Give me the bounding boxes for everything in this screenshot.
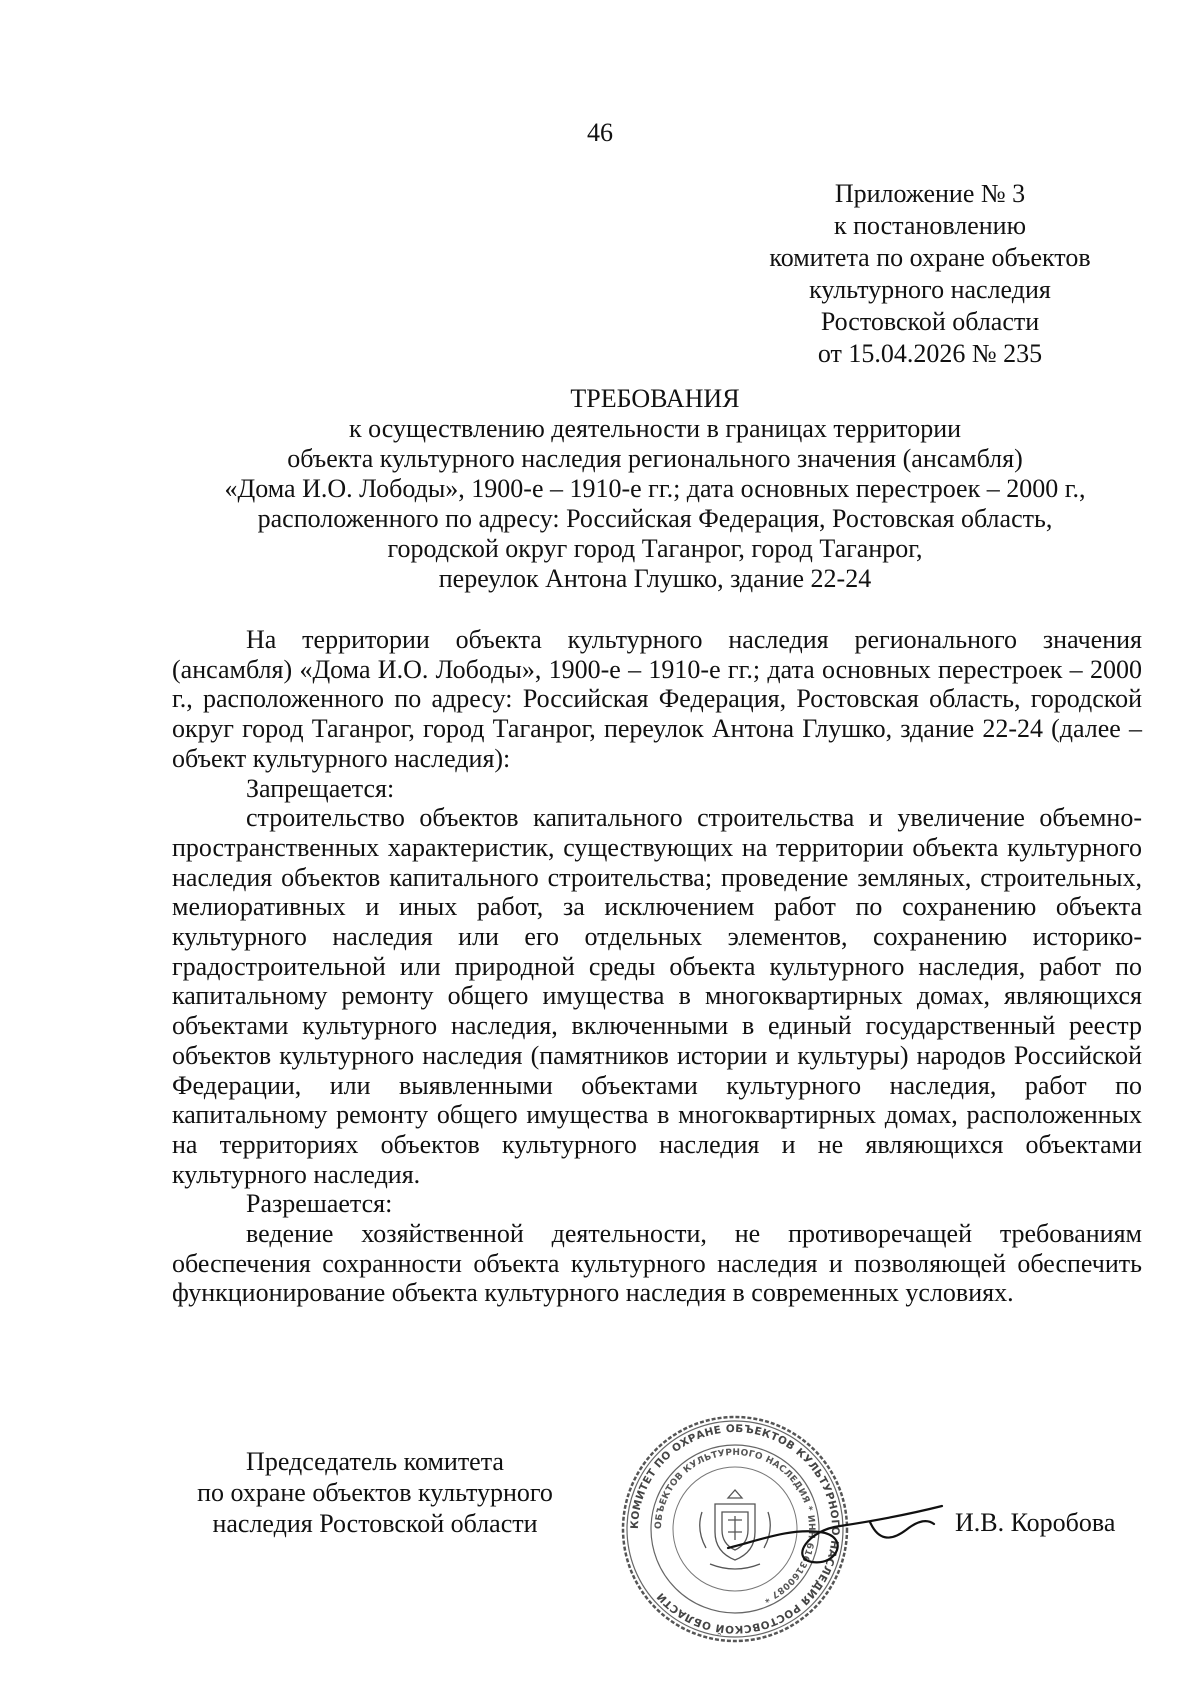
document-heading xyxy=(130,384,1180,594)
position-line: по охране объектов культурного xyxy=(197,1478,553,1507)
position-line: наследия Ростовской области xyxy=(212,1509,538,1538)
seal-outer-text: КОМИТЕТ ПО ОХРАНЕ ОБЪЕКТОВ КУЛЬТУРНОГО НАСЛЕДИЯ РОСТОВСКОЙ ОБЛАСТИ xyxy=(628,1422,842,1636)
appendix-line: комитета по охране объектов xyxy=(769,243,1091,272)
heading-line: к осуществлению деятельности в границах территории xyxy=(348,414,962,443)
heading-line: переулок Антона Глушко, здание 22-24 xyxy=(438,564,872,593)
appendix-header xyxy=(730,178,1130,370)
appendix-line: к постановлению xyxy=(833,211,1027,240)
allowed-paragraph: ведение хозяйственной деятельности, не противоречащей требованиям обеспечения сохранности объекта культурного наследия и позволяющей обеспечить функционирование объекта культурного наследия в современных условиях. xyxy=(172,1219,1142,1308)
document-body xyxy=(172,625,1142,1308)
page-number: 46 xyxy=(587,118,613,147)
heading-line: расположенного по адресу: Российская Федерация, Ростовская область, xyxy=(257,504,1053,533)
heading-line: городской округ город Таганрог, город Таганрог, xyxy=(387,534,923,563)
appendix-line: Приложение № 3 xyxy=(834,179,1026,208)
appendix-line: культурного наследия xyxy=(809,275,1051,304)
document-title: ТРЕБОВАНИЯ xyxy=(570,384,740,413)
handwritten-signature xyxy=(720,1470,950,1590)
signer-name: И.В. Коробова xyxy=(955,1508,1116,1537)
seal-inner-text: ОБЪЕКТОВ КУЛЬТУРНОГО НАСЛЕДИЯ * ИНН 6163160087 * xyxy=(653,1447,817,1604)
allowed-label: Разрешается: xyxy=(246,1189,393,1219)
signatory-position xyxy=(165,1446,585,1539)
intro-paragraph: На территории объекта культурного наследия регионального значения (ансамбля) «Дома И.О. Лободы», 1900-е – 1910-е гг.; дата основных перестроек – 2000 г., расположенного по адресу: Российская Федерация, Ростовская область, городской округ город Таганрог, город Таганрог, переулок Антона Глушко, здание 22-24 (далее – объект культурного наследия): xyxy=(172,625,1142,773)
position-line: Председатель комитета xyxy=(246,1447,504,1476)
heading-line: объекта культурного наследия регионального значения (ансамбля) xyxy=(287,444,1023,473)
prohibited-paragraph: строительство объектов капитального строительства и увеличение объемно-пространственных характеристик, существующих на территории объекта культурного наследия объектов капитального строительства; проведение земляных, строительных, мелиоративных и иных работ, за исключением работ по сохранению объекта культурного наследия или его отдельных элементов, сохранению историко-градостроительной или природной среды объекта культурного наследия, работ по капитальному ремонту общего имущества в многоквартирных домах, являющихся объектами культурного наследия, включенными в единый государственный реестр объектов культурного наследия (памятников истории и культуры) народов Российской Федерации, или выявленными объектами культурного наследия, работ по капитальному ремонту общего имущества в многоквартирных домах, расположенных на территориях объектов культурного наследия и не являющихся объектами культурного наследия. xyxy=(172,803,1142,1189)
heading-line: «Дома И.О. Лободы», 1900-е – 1910-е гг.; дата основных перестроек – 2000 г., xyxy=(224,474,1086,503)
prohibited-label: Запрещается: xyxy=(246,773,395,803)
appendix-line: от 15.04.2026 № 235 xyxy=(817,339,1043,368)
appendix-line: Ростовской области xyxy=(820,307,1040,336)
